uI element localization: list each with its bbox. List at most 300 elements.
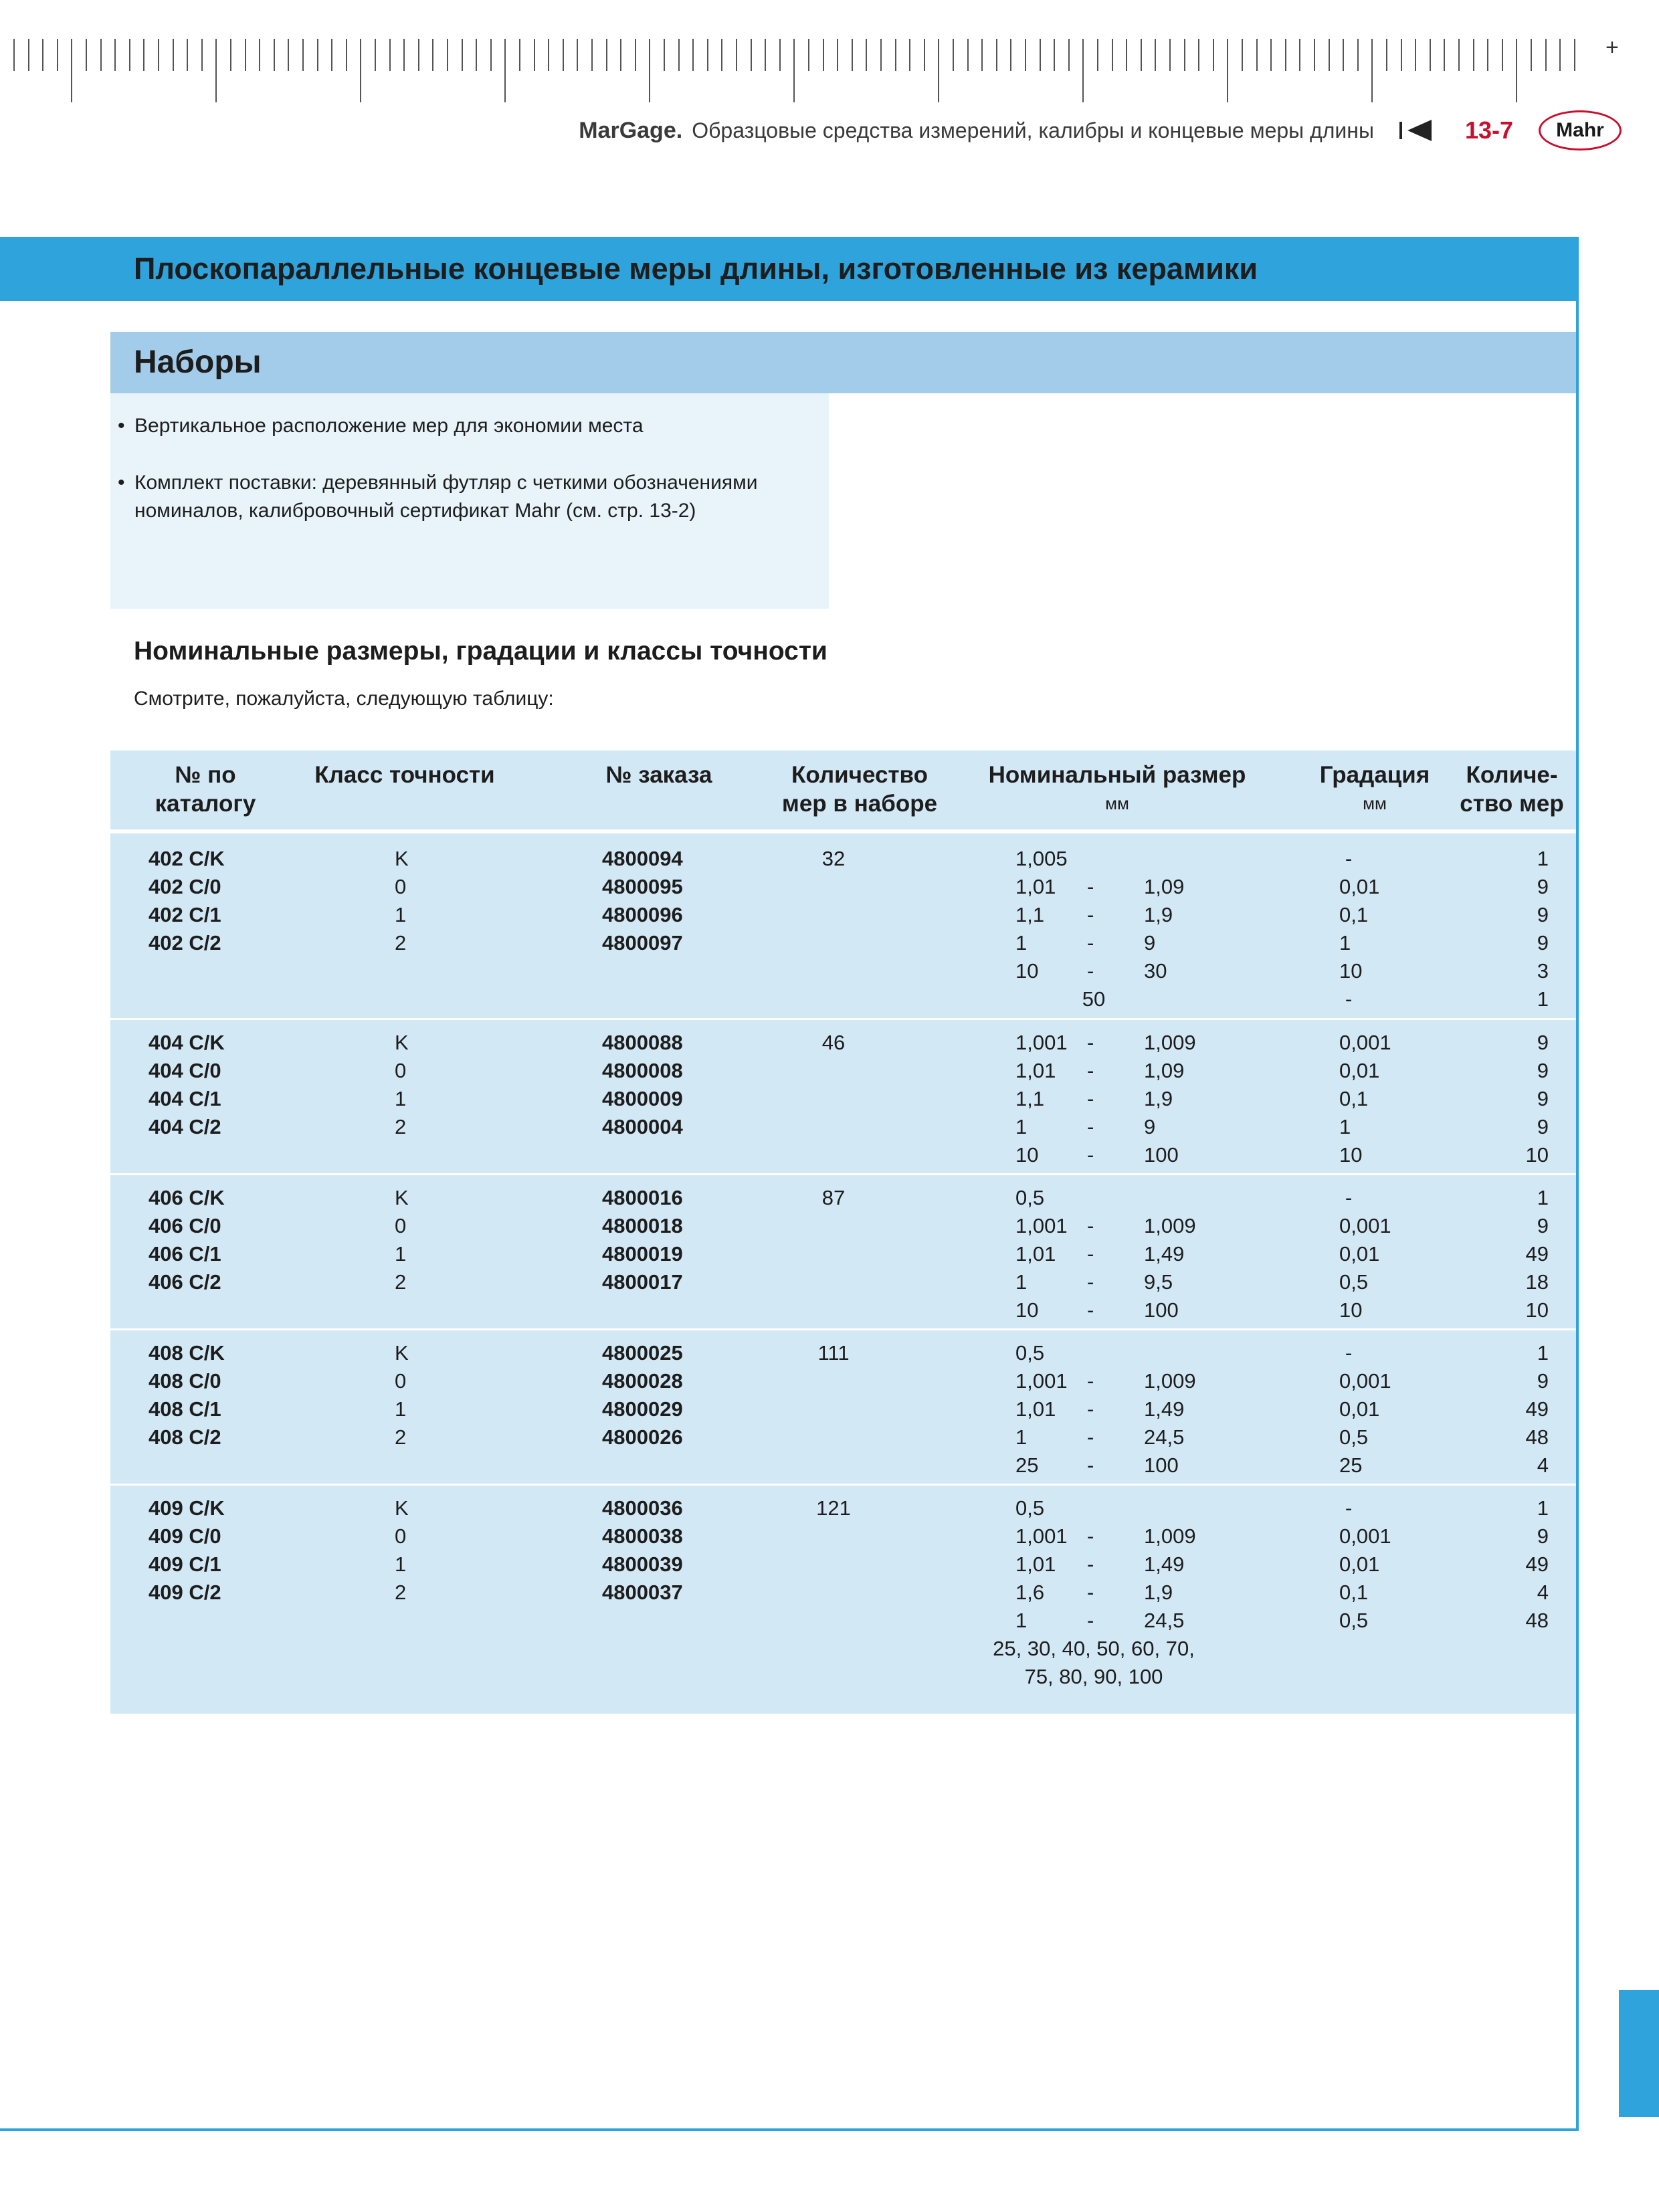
ruler-tick (664, 39, 665, 71)
ruler-tick (736, 39, 737, 71)
ruler-tick (462, 39, 463, 71)
ruler-tick (793, 39, 795, 102)
header-gradation: Градация мм (1319, 762, 1430, 813)
ruler-tick (274, 39, 275, 71)
quantity: 9 (1537, 875, 1549, 898)
ruler-tick (707, 39, 708, 71)
ruler-tick (563, 39, 564, 71)
set-count: 121 (816, 1496, 851, 1520)
ruler-tick (1198, 39, 1199, 71)
nominal-dash: - (1087, 1031, 1094, 1054)
ruler-tick (823, 39, 824, 71)
ruler-tick (1054, 39, 1055, 71)
quantity: 9 (1537, 1524, 1549, 1548)
nominal-from: 1,1 (1015, 1087, 1045, 1110)
ruler-tick (1299, 39, 1300, 71)
ruler-tick (57, 39, 58, 71)
order-number: 4800088 (602, 1031, 683, 1054)
quantity: 18 (1525, 1270, 1549, 1294)
ruler-tick (1545, 39, 1547, 71)
gradation: - (1345, 1496, 1353, 1520)
back-arrow-icon[interactable] (1399, 120, 1432, 141)
quantity: 1 (1537, 1341, 1549, 1365)
nominal-dash: - (1087, 1298, 1094, 1322)
ruler-tick (100, 39, 102, 71)
gradation: 10 (1339, 1143, 1363, 1167)
ruler-tick (996, 39, 997, 71)
nominal-dash: - (1087, 1453, 1094, 1477)
ruler-tick (765, 39, 766, 71)
catalog-number: 409 C/1 (149, 1552, 221, 1576)
quantity: 4 (1537, 1453, 1549, 1477)
accuracy-class: 0 (395, 875, 407, 898)
quantity: 1 (1537, 987, 1549, 1011)
nominal-to: 1,49 (1144, 1397, 1185, 1421)
gradation: 0,01 (1339, 1242, 1380, 1266)
catalog-number: 408 C/1 (149, 1397, 221, 1421)
accuracy-class: 0 (395, 1524, 407, 1548)
subsection-title: Наборы (134, 344, 262, 380)
quantity: 49 (1525, 1397, 1549, 1421)
ruler-tick (375, 39, 376, 71)
nominal-from: 1,6 (1015, 1581, 1045, 1604)
nominal-to: 1,009 (1144, 1214, 1196, 1237)
ruler-tick (42, 39, 43, 71)
ruler-tick (1082, 39, 1084, 102)
ruler-tick (143, 39, 144, 71)
set-count: 46 (821, 1031, 846, 1054)
gradation: - (1345, 987, 1353, 1011)
quantity: 48 (1525, 1609, 1549, 1632)
catalog-number: 404 C/0 (149, 1059, 221, 1082)
quantity: 3 (1537, 959, 1549, 983)
nominal-dash: - (1087, 931, 1094, 954)
header-quantity: Количе- ство мер (1460, 762, 1564, 817)
order-number: 4800004 (602, 1115, 683, 1138)
nominal-dash: - (1087, 1059, 1094, 1082)
ruler-tick (1574, 39, 1575, 71)
ruler-tick (317, 39, 318, 71)
gradation: 0,01 (1339, 1397, 1380, 1421)
order-number: 4800037 (602, 1581, 683, 1604)
ruler-tick (1371, 39, 1373, 102)
nominal-from: 1,01 (1015, 1059, 1056, 1082)
ruler-tick (1516, 39, 1517, 102)
bullet-dot-icon: • (118, 472, 125, 494)
ruler-tick (187, 39, 188, 71)
nominal-to: 100 (1144, 1453, 1179, 1477)
catalog-number: 402 C/0 (149, 875, 221, 898)
nominal-to: 1,009 (1144, 1031, 1196, 1054)
order-number: 4800094 (602, 847, 683, 870)
nominal-from: 10 (1015, 1143, 1039, 1167)
gradation: 0,01 (1339, 1059, 1380, 1082)
header-catalog: № по каталогу (155, 762, 256, 817)
quantity: 4 (1537, 1581, 1549, 1604)
nominal-from: 1,001 (1015, 1524, 1068, 1548)
frame-bottom-border (0, 2128, 1579, 2131)
ruler-tick (13, 39, 15, 71)
nominal-dash: - (1087, 1581, 1094, 1604)
ruler-tick (721, 39, 722, 71)
nominal-to: 1,9 (1144, 1087, 1173, 1110)
ruler-tick (751, 39, 752, 71)
order-number: 4800028 (602, 1369, 683, 1393)
gradation: - (1345, 1341, 1353, 1365)
nominal-from: 1 (1015, 1609, 1028, 1632)
ruler-tick (620, 39, 621, 71)
nominal-from: 1 (1015, 1425, 1028, 1449)
nominal-to: 1,009 (1144, 1369, 1196, 1393)
catalog-number: 408 C/2 (149, 1425, 221, 1449)
nominal-from: 1 (1015, 1270, 1028, 1294)
header-title: Образцовые средства измерений, калибры и концевые меры длины (692, 118, 1374, 142)
ruler-tick (490, 39, 492, 71)
gradation: 0,01 (1339, 875, 1380, 898)
set-count: 87 (821, 1186, 846, 1209)
gradation: 1 (1339, 1115, 1351, 1138)
nominal-dash: - (1087, 959, 1094, 983)
ruler-tick (1169, 39, 1171, 71)
nominal-dash: - (1087, 1369, 1094, 1393)
order-number: 4800095 (602, 875, 683, 898)
nominal-dash: - (1087, 875, 1094, 898)
accuracy-class: K (395, 1186, 409, 1209)
ruler-tick (331, 39, 332, 71)
nominal-size: 50 (1082, 987, 1106, 1011)
ruler-tick (1444, 39, 1445, 71)
accuracy-class: 1 (395, 1397, 407, 1421)
ruler-tick (1270, 39, 1272, 71)
gradation: 0,1 (1339, 903, 1369, 926)
ruler-tick (346, 39, 347, 71)
gradation: 0,001 (1339, 1524, 1391, 1548)
bullet-dot-icon: • (118, 415, 125, 437)
ruler-tick (1025, 39, 1026, 71)
ruler-tick (909, 39, 910, 71)
page-header (579, 110, 1622, 150)
ruler-tick (967, 39, 969, 71)
accuracy-class: 0 (395, 1059, 407, 1082)
gradation: 0,001 (1339, 1031, 1391, 1054)
quantity: 10 (1525, 1298, 1549, 1322)
gradation: - (1345, 847, 1353, 870)
row-separator (110, 1328, 1579, 1330)
gradation: 0,01 (1339, 1552, 1380, 1576)
quantity: 9 (1537, 1214, 1549, 1237)
ruler-tick (519, 39, 520, 71)
catalog-number: 402 C/1 (149, 903, 221, 926)
ruler-tick (230, 39, 231, 71)
ruler-tick (866, 39, 867, 71)
nominal-to: 9 (1144, 931, 1156, 954)
ruler-tick (1314, 39, 1315, 71)
accuracy-class: 1 (395, 1552, 407, 1576)
nominal-dash: - (1087, 1425, 1094, 1449)
gradation: 0,001 (1339, 1369, 1391, 1393)
ruler-tick (1329, 39, 1330, 71)
order-number: 4800008 (602, 1059, 683, 1082)
accuracy-class: 2 (395, 1115, 407, 1138)
ruler-tick (1184, 39, 1185, 71)
nominal-to: 9 (1144, 1115, 1156, 1138)
quantity: 9 (1537, 1031, 1549, 1054)
bullet-text: Вертикальное расположение мер для экономии места (134, 415, 644, 437)
registration-plus-icon: + (1605, 35, 1619, 60)
ruler-tick (1357, 39, 1359, 71)
ruler-tick (114, 39, 116, 71)
catalog-number: 409 C/0 (149, 1524, 221, 1548)
ruler-tick (504, 39, 506, 102)
mahr-logo: Mahr (1539, 110, 1622, 150)
ruler-tick (1559, 39, 1561, 71)
nominal-dash: - (1087, 1397, 1094, 1421)
ruler-tick (1213, 39, 1214, 71)
nominal-dash: - (1087, 1609, 1094, 1632)
ruler-tick (1155, 39, 1156, 71)
accuracy-class: 2 (395, 931, 407, 954)
gradation: 0,1 (1339, 1581, 1369, 1604)
nominal-from: 1,01 (1015, 1242, 1056, 1266)
ruler-tick (173, 39, 174, 71)
header-count: Количество мер в наборе (781, 762, 938, 817)
nominal-from: 1,005 (1015, 847, 1068, 870)
header-order: № заказа (605, 762, 712, 788)
ruler-tick (360, 39, 361, 102)
order-number: 4800009 (602, 1087, 683, 1110)
quantity: 49 (1525, 1552, 1549, 1576)
top-ruler (13, 39, 1572, 106)
catalog-number: 406 C/1 (149, 1242, 221, 1266)
ruler-tick (1473, 39, 1474, 71)
ruler-tick (1415, 39, 1416, 71)
ruler-tick (28, 39, 29, 71)
gradation: 0,001 (1339, 1214, 1391, 1237)
ruler-tick (837, 39, 838, 71)
ruler-tick (1458, 39, 1460, 71)
quantity: 10 (1525, 1143, 1549, 1167)
ruler-tick (71, 39, 72, 102)
row-separator (110, 1018, 1579, 1020)
ruler-tick (1068, 39, 1070, 71)
catalog-number: 404 C/K (149, 1031, 225, 1054)
nominal-from: 1,01 (1015, 875, 1056, 898)
nominal-from: 1 (1015, 1115, 1028, 1138)
row-separator (110, 1484, 1579, 1486)
ruler-tick (1242, 39, 1243, 71)
ruler-tick (1343, 39, 1344, 71)
catalog-number: 408 C/0 (149, 1369, 221, 1393)
quantity: 9 (1537, 931, 1549, 954)
ruler-tick (649, 39, 650, 102)
accuracy-class: K (395, 1031, 409, 1054)
accuracy-class: 1 (395, 903, 407, 926)
ruler-tick (302, 39, 304, 71)
quantity: 9 (1537, 1087, 1549, 1110)
accuracy-class: 2 (395, 1270, 407, 1294)
ruler-tick (924, 39, 925, 71)
ruler-tick (635, 39, 636, 71)
nominal-subtext: Смотрите, пожалуйста, следующую таблицу: (134, 688, 554, 710)
ruler-tick (808, 39, 809, 71)
gradation: 0,1 (1339, 1087, 1369, 1110)
ruler-tick (245, 39, 246, 71)
chapter-side-tab[interactable] (1619, 1990, 1659, 2117)
section-title: Плоскопараллельные концевые меры длины, изготовленные из керамики (134, 252, 1258, 286)
nominal-dash: - (1087, 1115, 1094, 1138)
nominal-to: 1,09 (1144, 875, 1185, 898)
quantity: 1 (1537, 1496, 1549, 1520)
order-number: 4800025 (602, 1341, 683, 1365)
nominal-dash: - (1087, 1143, 1094, 1167)
order-number: 4800039 (602, 1552, 683, 1576)
catalog-number: 408 C/K (149, 1341, 225, 1365)
accuracy-class: K (395, 847, 409, 870)
gradation: 0,5 (1339, 1609, 1369, 1632)
nominal-from: 1,001 (1015, 1369, 1068, 1393)
order-number: 4800019 (602, 1242, 683, 1266)
ruler-tick (1040, 39, 1041, 71)
ruler-tick (215, 39, 217, 102)
nominal-from: 25 (1015, 1453, 1039, 1477)
ruler-tick (1285, 39, 1286, 71)
header-nominal: Номинальный размер мм (988, 762, 1246, 813)
ruler-tick (403, 39, 405, 71)
catalog-number: 409 C/K (149, 1496, 225, 1520)
catalog-number: 406 C/0 (149, 1214, 221, 1237)
row-separator (110, 1173, 1579, 1175)
subsection-band (110, 332, 1579, 393)
ruler-tick (591, 39, 593, 71)
nominal-from: 1,01 (1015, 1552, 1056, 1576)
ruler-tick (1141, 39, 1142, 71)
ruler-tick (953, 39, 954, 71)
ruler-tick (880, 39, 882, 71)
nominal-dash: - (1087, 1524, 1094, 1548)
nominal-from: 1,001 (1015, 1214, 1068, 1237)
ruler-tick (1401, 39, 1402, 71)
ruler-tick (981, 39, 983, 71)
ruler-tick (447, 39, 448, 71)
ruler-tick (201, 39, 203, 71)
nominal-to: 1,9 (1144, 1581, 1173, 1604)
quantity: 9 (1537, 1115, 1549, 1138)
ruler-tick (432, 39, 433, 71)
table-header (110, 750, 1579, 829)
nominal-to: 24,5 (1144, 1609, 1185, 1632)
nominal-from: 0,5 (1015, 1496, 1045, 1520)
quantity: 9 (1537, 1059, 1549, 1082)
ruler-tick (1487, 39, 1488, 71)
header-accuracy: Класс точности (314, 762, 495, 788)
ruler-tick (895, 39, 896, 71)
gradation: - (1345, 1186, 1353, 1209)
order-number: 4800029 (602, 1397, 683, 1421)
ruler-tick (1112, 39, 1113, 71)
catalog-number: 402 C/K (149, 847, 225, 870)
ruler-tick (259, 39, 260, 71)
gradation: 0,5 (1339, 1425, 1369, 1449)
nominal-dash: - (1087, 1214, 1094, 1237)
catalog-number: 404 C/2 (149, 1115, 221, 1138)
bullet-text: Комплект поставки: деревянный футляр с четкими обозначениями (134, 472, 758, 494)
quantity: 9 (1537, 903, 1549, 926)
bullet-text: номиналов, калибровочный сертификат Mahr (см. стр. 13-2) (134, 500, 696, 522)
nominal-from: 0,5 (1015, 1341, 1045, 1365)
ruler-tick (606, 39, 607, 71)
accuracy-class: K (395, 1341, 409, 1365)
ruler-tick (534, 39, 535, 71)
ruler-tick (1126, 39, 1127, 71)
ruler-tick (779, 39, 781, 71)
ruler-tick (852, 39, 853, 71)
accuracy-class: 1 (395, 1087, 407, 1110)
accuracy-class: K (395, 1496, 409, 1520)
ruler-tick (1227, 39, 1228, 102)
ruler-tick (1256, 39, 1258, 71)
nominal-from: 1,1 (1015, 903, 1045, 926)
gradation: 1 (1339, 931, 1351, 954)
quantity: 48 (1525, 1425, 1549, 1449)
ruler-tick (129, 39, 130, 71)
nominal-to: 1,49 (1144, 1552, 1185, 1576)
nominal-from: 0,5 (1015, 1186, 1045, 1209)
ruler-tick (288, 39, 289, 71)
nominal-to: 30 (1144, 959, 1167, 983)
ruler-tick (476, 39, 477, 71)
order-number: 4800036 (602, 1496, 683, 1520)
nominal-from: 1 (1015, 931, 1028, 954)
gradation: 0,5 (1339, 1270, 1369, 1294)
nominal-from: 10 (1015, 1298, 1039, 1322)
nominal-to: 1,09 (1144, 1059, 1185, 1082)
order-number: 4800016 (602, 1186, 683, 1209)
ruler-tick (1010, 39, 1011, 71)
ruler-tick (692, 39, 694, 71)
order-number: 4800017 (602, 1270, 683, 1294)
order-number: 4800018 (602, 1214, 683, 1237)
ruler-tick (1097, 39, 1098, 71)
nominal-size: 75, 80, 90, 100 (1024, 1665, 1163, 1688)
accuracy-class: 2 (395, 1581, 407, 1604)
frame-right-border (1576, 301, 1579, 2130)
ruler-tick (1430, 39, 1431, 71)
set-count: 32 (821, 847, 846, 870)
nominal-from: 10 (1015, 959, 1039, 983)
nominal-to: 9,5 (1144, 1270, 1173, 1294)
order-number: 4800096 (602, 903, 683, 926)
gradation: 10 (1339, 1298, 1363, 1322)
accuracy-class: 2 (395, 1425, 407, 1449)
nominal-dash: - (1087, 1270, 1094, 1294)
quantity: 49 (1525, 1242, 1549, 1266)
ruler-tick (577, 39, 578, 71)
accuracy-class: 0 (395, 1214, 407, 1237)
catalog-number: 404 C/1 (149, 1087, 221, 1110)
quantity: 1 (1537, 1186, 1549, 1209)
gradation: 10 (1339, 959, 1363, 983)
nominal-to: 100 (1144, 1143, 1179, 1167)
accuracy-class: 1 (395, 1242, 407, 1266)
ruler-tick (678, 39, 680, 71)
ruler-tick (938, 39, 939, 102)
ruler-tick (86, 39, 87, 71)
ruler-tick (158, 39, 159, 71)
quantity: 1 (1537, 847, 1549, 870)
ruler-tick (1502, 39, 1503, 71)
nominal-heading: Номинальные размеры, градации и классы точности (134, 637, 827, 666)
nominal-dash: - (1087, 1087, 1094, 1110)
